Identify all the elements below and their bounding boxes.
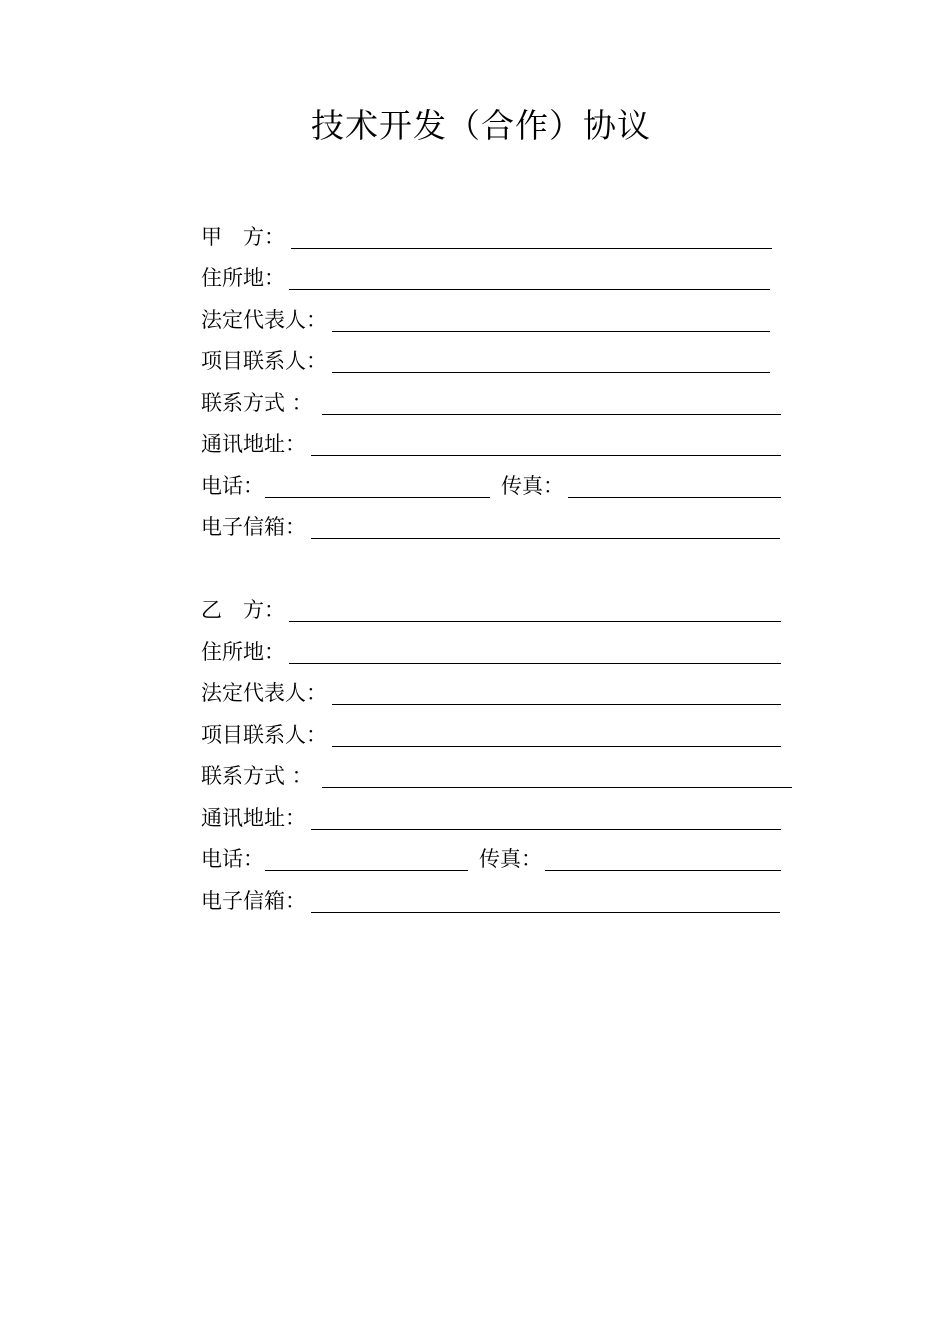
party-a-email-row bbox=[0, 512, 950, 542]
party-b-project-contact-field[interactable] bbox=[332, 746, 781, 747]
party-b-legal-rep-row bbox=[0, 678, 950, 708]
party-a-fax-label: 传真： bbox=[501, 474, 564, 498]
party-b-project-contact-row bbox=[0, 720, 950, 750]
party-a-email-field[interactable] bbox=[311, 538, 780, 539]
party-a-contact-method-field[interactable] bbox=[322, 414, 781, 415]
party-b-email-field[interactable] bbox=[311, 912, 780, 913]
party-b-project-contact-label: 项目联系人： bbox=[201, 723, 327, 747]
party-a-contact-method-label: 联系方式 ： bbox=[201, 391, 313, 415]
party-a-legal-rep-label: 法定代表人： bbox=[201, 308, 327, 332]
party-b-contact-method-row bbox=[0, 761, 950, 791]
party-a-project-contact-field[interactable] bbox=[332, 372, 770, 373]
party-b-mailing-address-row bbox=[0, 803, 950, 833]
party-b-address-label: 住所地： bbox=[201, 640, 285, 664]
party-a-phone-field[interactable] bbox=[265, 497, 490, 498]
party-b-contact-method-field[interactable] bbox=[322, 787, 792, 788]
party-a-mailing-address-field[interactable] bbox=[311, 455, 781, 456]
party-b-fax-label: 传真： bbox=[479, 847, 542, 871]
party-a-legal-rep-field[interactable] bbox=[332, 331, 770, 332]
party-a-project-contact-row bbox=[0, 346, 950, 376]
document-title: 技术开发（合作）协议 bbox=[311, 106, 651, 145]
party-a-field[interactable] bbox=[291, 248, 772, 249]
party-b-address-row bbox=[0, 637, 950, 667]
party-b-phone-label: 电话： bbox=[201, 847, 264, 871]
party-b-legal-rep-field[interactable] bbox=[332, 704, 781, 705]
party-a-address-row bbox=[0, 263, 950, 293]
party-b-address-field[interactable] bbox=[289, 663, 781, 664]
party-b-email-row bbox=[0, 886, 950, 916]
party-b-email-label: 电子信箱： bbox=[201, 889, 306, 913]
party-a-mailing-address-label: 通讯地址： bbox=[201, 432, 306, 456]
party-b-legal-rep-label: 法定代表人： bbox=[201, 681, 327, 705]
party-b-label: 乙 方： bbox=[201, 598, 285, 622]
party-a-fax-field[interactable] bbox=[568, 497, 781, 498]
party-b-phone-fax-row bbox=[0, 844, 950, 874]
party-b-fax-field[interactable] bbox=[545, 870, 781, 871]
party-b-phone-field[interactable] bbox=[265, 870, 468, 871]
party-b-row bbox=[0, 595, 950, 625]
party-a-address-field[interactable] bbox=[289, 289, 770, 290]
party-a-mailing-address-row bbox=[0, 429, 950, 459]
party-a-phone-fax-row bbox=[0, 471, 950, 501]
party-b-mailing-address-field[interactable] bbox=[311, 829, 781, 830]
party-a-legal-rep-row bbox=[0, 305, 950, 335]
party-b-contact-method-label: 联系方式 ： bbox=[201, 764, 313, 788]
party-a-email-label: 电子信箱： bbox=[201, 515, 306, 539]
party-a-address-label: 住所地： bbox=[201, 266, 285, 290]
party-a-row bbox=[0, 222, 950, 252]
party-a-contact-method-row bbox=[0, 388, 950, 418]
party-a-project-contact-label: 项目联系人： bbox=[201, 349, 327, 373]
party-a-label: 甲 方： bbox=[201, 225, 285, 249]
party-a-phone-label: 电话： bbox=[201, 474, 264, 498]
party-b-mailing-address-label: 通讯地址： bbox=[201, 806, 306, 830]
party-b-field[interactable] bbox=[289, 621, 781, 622]
